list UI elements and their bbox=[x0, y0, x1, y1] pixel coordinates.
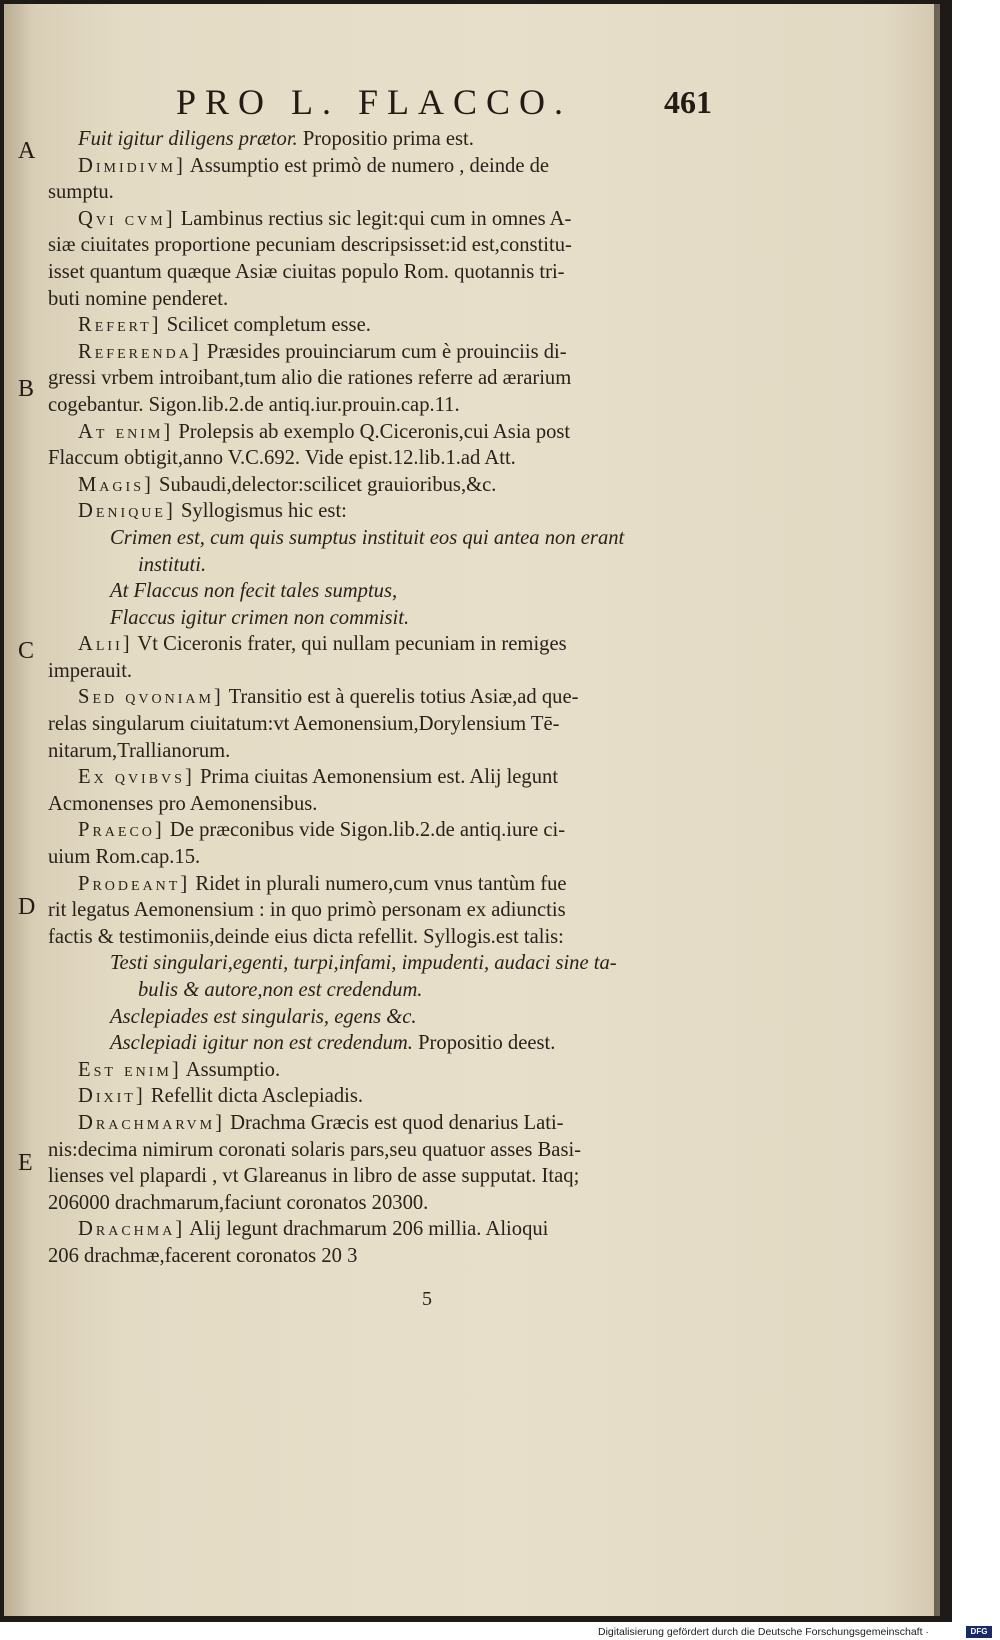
line-text-roman: Propositio prima est. bbox=[297, 128, 474, 150]
line-text: Prima ciuitas Aemonensium est. Alij legunt bbox=[194, 766, 559, 789]
line-text: Acmonenses pro Aemonensibus. bbox=[48, 792, 318, 815]
text-line bbox=[48, 578, 720, 605]
line-text: Asclepiadi igitur non est credendum. bbox=[110, 1032, 413, 1055]
digitization-footer bbox=[0, 1624, 1000, 1640]
text-line bbox=[48, 1083, 720, 1110]
line-text: Subaudi,delector:scilicet grauioribus,&c. bbox=[153, 473, 497, 496]
text-line bbox=[48, 1137, 720, 1164]
lemma: Est enim] bbox=[78, 1058, 182, 1081]
line-text: Vt Ciceronis frater, qui nullam pecuniam in remiges bbox=[132, 633, 567, 656]
text-line bbox=[48, 605, 720, 632]
line-text-roman: Propositio deest. bbox=[412, 1032, 556, 1055]
line-text: Syllogismus hic est: bbox=[175, 500, 347, 523]
text-line bbox=[48, 1190, 720, 1217]
text-line bbox=[48, 1057, 720, 1084]
page-number: 461 bbox=[664, 84, 712, 120]
line-text: sumptu. bbox=[48, 181, 114, 204]
text-line bbox=[48, 552, 720, 579]
line-text: siæ ciuitates proportione pecuniam descripsisset:id est,constitu- bbox=[48, 234, 572, 257]
margin-letter-c: C bbox=[18, 638, 35, 664]
line-text: Drachma Græcis est quod denarius Lati- bbox=[224, 1111, 564, 1134]
lemma: Dimidivm] bbox=[78, 154, 186, 177]
text-line bbox=[48, 844, 720, 871]
line-text: gressi vrbem introibant,tum alio die rationes referre ad ærarium bbox=[48, 367, 572, 390]
dfg-logo: DFG bbox=[966, 1626, 992, 1638]
line-text: lienses vel plapardi , vt Glareanus in libro de asse supputat. Itaq; bbox=[48, 1165, 580, 1188]
line-text: nis:decima nimirum coronati solaris pars,seu quatuor asses Basi- bbox=[48, 1138, 582, 1161]
text-line bbox=[48, 871, 720, 898]
line-text: cogebantur. Sigon.lib.2.de antiq.iur.prouin.cap.11. bbox=[48, 393, 460, 416]
page-edge bbox=[934, 4, 940, 1616]
lemma: Sed qvoniam] bbox=[78, 686, 224, 709]
text-line bbox=[48, 897, 720, 924]
lemma: Referenda] bbox=[78, 340, 202, 363]
text-line bbox=[48, 738, 720, 765]
text-line bbox=[48, 259, 720, 286]
line-text: buti nomine penderet. bbox=[48, 287, 229, 310]
line-text: Asclepiades est singularis, egens &c. bbox=[110, 1005, 417, 1028]
line-text: At Flaccus non fecit tales sumptus, bbox=[110, 580, 398, 603]
text-line bbox=[48, 339, 720, 366]
lemma: Ex qvibvs] bbox=[78, 766, 195, 789]
text-line bbox=[48, 392, 720, 419]
text-line bbox=[48, 232, 720, 259]
text-line bbox=[48, 525, 720, 552]
text-line bbox=[48, 472, 720, 499]
paper-page bbox=[4, 4, 934, 1616]
line-text: Præsides prouinciarum cum è prouinciis di- bbox=[201, 340, 567, 363]
line-text: imperauit. bbox=[48, 659, 133, 682]
lemma: Qvi cvm] bbox=[78, 207, 176, 230]
lemma: Magis] bbox=[78, 473, 154, 496]
line-text: Assumptio est primò de numero , deinde de bbox=[185, 154, 550, 177]
line-text: De præconibus vide Sigon.lib.2.de antiq.iure ci- bbox=[164, 819, 566, 842]
text-line bbox=[48, 684, 720, 711]
margin-letter-e: E bbox=[18, 1150, 33, 1176]
line-text: Refellit dicta Asclepiadis. bbox=[145, 1085, 364, 1108]
line-text: Flaccus igitur crimen non commisit. bbox=[110, 606, 410, 629]
text-line bbox=[48, 286, 720, 313]
text-line bbox=[48, 312, 720, 339]
text-line bbox=[48, 179, 720, 206]
text-line bbox=[48, 1243, 720, 1270]
text-line bbox=[48, 498, 720, 525]
text-line bbox=[48, 419, 720, 446]
margin-letter-b: B bbox=[18, 376, 35, 402]
text-line bbox=[48, 924, 720, 951]
line-text: Scilicet completum esse. bbox=[161, 314, 371, 337]
text-line bbox=[48, 445, 720, 472]
text-line bbox=[48, 711, 720, 738]
text-line bbox=[48, 764, 720, 791]
line-text: Fuit igitur diligens prætor. bbox=[78, 128, 298, 150]
text-line bbox=[48, 206, 720, 233]
line-text: isset quantum quæque Asiæ ciuitas populo Rom. quotannis tri- bbox=[48, 260, 565, 283]
line-text: Lambinus rectius sic legit:qui cum in omnes A- bbox=[175, 207, 572, 230]
running-head: PRO L. FLACCO. bbox=[176, 82, 573, 122]
margin-letter-d: D bbox=[18, 894, 36, 920]
lemma: Dixit] bbox=[78, 1085, 146, 1108]
line-text: 206 drachmæ,facerent coronatos 20 3 bbox=[48, 1244, 358, 1267]
lemma: Drachma] bbox=[78, 1218, 186, 1241]
line-text: Testi singulari,egenti, turpi,infami, impudenti, audaci sine ta- bbox=[110, 952, 617, 975]
funding-credit: Digitalisierung gefördert durch die Deutsche Forschungsgemeinschaft · bbox=[598, 1626, 929, 1638]
text-line bbox=[48, 153, 720, 180]
text-line bbox=[48, 1030, 720, 1057]
lemma: Prodeant] bbox=[78, 872, 191, 895]
text-line bbox=[48, 126, 720, 153]
line-text: Flaccum obtigit,anno V.C.692. Vide epist.12.lib.1.ad Att. bbox=[48, 447, 516, 470]
text-line bbox=[48, 1216, 720, 1243]
line-text: Assumptio. bbox=[181, 1058, 281, 1081]
text-line bbox=[48, 365, 720, 392]
line-text: Ridet in plurali numero,cum vnus tantùm fue bbox=[190, 872, 567, 895]
margin-letter-a: A bbox=[18, 138, 36, 164]
lemma: Drachmarvm] bbox=[78, 1111, 225, 1134]
text-line bbox=[48, 1163, 720, 1190]
text-line bbox=[48, 817, 720, 844]
lemma: Praeco] bbox=[78, 819, 165, 842]
lemma: At enim] bbox=[78, 420, 174, 443]
catchword: 5 bbox=[422, 1288, 432, 1310]
line-text: relas singularum ciuitatum:vt Aemonensium,Dorylensium Tē- bbox=[48, 713, 560, 736]
line-text: bulis & autore,non est credendum. bbox=[138, 979, 423, 1001]
text-line bbox=[48, 1004, 720, 1031]
text-line bbox=[48, 977, 720, 1004]
text-line bbox=[48, 950, 720, 977]
line-text: Prolepsis ab exemplo Q.Ciceronis,cui Asia post bbox=[173, 420, 571, 443]
text-line bbox=[48, 791, 720, 818]
text-line bbox=[48, 631, 720, 658]
lemma: Denique] bbox=[78, 500, 176, 523]
line-text: Crimen est, cum quis sumptus instituit eos qui antea non erant bbox=[110, 526, 625, 549]
lemma: Alii] bbox=[78, 633, 133, 656]
text-line bbox=[48, 1110, 720, 1137]
line-text: Alij legunt drachmarum 206 millia. Alioqui bbox=[185, 1218, 549, 1241]
text-line bbox=[48, 658, 720, 685]
line-text: instituti. bbox=[138, 553, 207, 576]
line-text: factis & testimoniis,deinde eius dicta refellit. Syllogis.est talis: bbox=[48, 925, 564, 948]
commentary-text-block bbox=[48, 126, 720, 1270]
line-text: nitarum,Trallianorum. bbox=[48, 739, 231, 762]
line-text: uium Rom.cap.15. bbox=[48, 846, 201, 869]
line-text: Transitio est à querelis totius Asiæ,ad que- bbox=[223, 686, 579, 709]
line-text: 206000 drachmarum,faciunt coronatos 20300. bbox=[48, 1191, 429, 1214]
lemma: Refert] bbox=[78, 314, 162, 337]
line-text: rit legatus Aemonensium : in quo primò personam ex adiunctis bbox=[48, 899, 566, 922]
